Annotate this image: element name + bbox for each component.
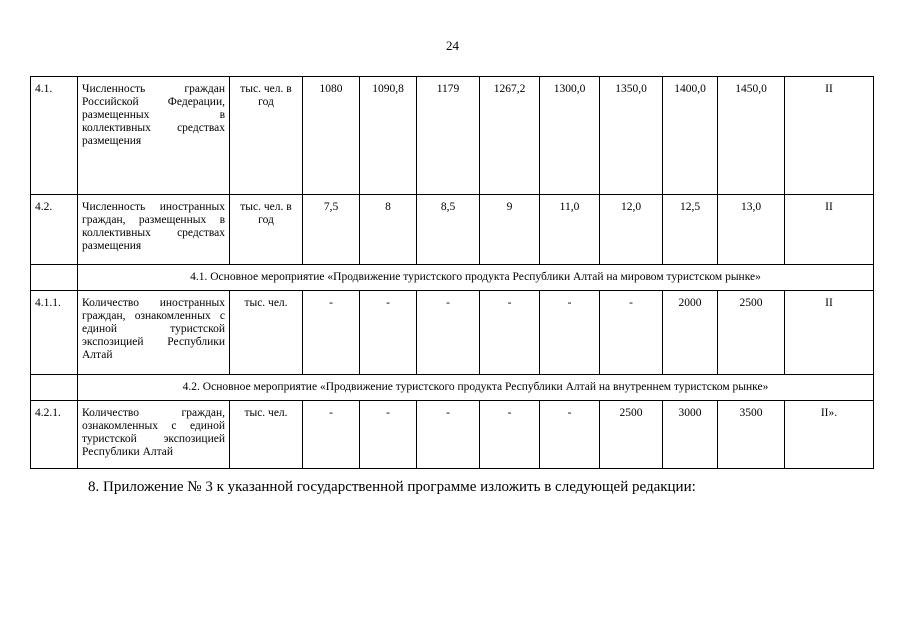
value-cell: 3000 (663, 401, 718, 469)
unit-cell: тыс. чел. в год (230, 77, 303, 195)
value-cell: 1080 (303, 77, 360, 195)
table-row (31, 401, 874, 469)
section-number-cell (31, 265, 78, 291)
value-cell: 2500 (718, 291, 785, 375)
section-heading: 4.2. Основное мероприятие «Продвижение туристского продукта Республики Алтай на внутреннем туристском рынке» (78, 375, 874, 401)
category-cell: II (785, 195, 874, 265)
value-cell: 8,5 (417, 195, 480, 265)
value-cell: - (360, 401, 417, 469)
value-cell: - (360, 291, 417, 375)
table-row (31, 195, 874, 265)
category-cell: II (785, 77, 874, 195)
indicator-name: Количество иностранных граждан, ознакомленных с единой туристской экспозицией Республики Алтай (78, 291, 230, 375)
category-cell: II». (785, 401, 874, 469)
value-cell: 1300,0 (540, 77, 600, 195)
value-cell: 3500 (718, 401, 785, 469)
indicator-name: Численность граждан Российской Федерации, размещенных в коллективных средствах размещения (78, 77, 230, 195)
value-cell: 11,0 (540, 195, 600, 265)
unit-cell: тыс. чел. (230, 401, 303, 469)
value-cell: 1450,0 (718, 77, 785, 195)
section-row (31, 375, 874, 401)
unit-cell: тыс. чел. (230, 291, 303, 375)
value-cell: 1400,0 (663, 77, 718, 195)
value-cell: 8 (360, 195, 417, 265)
indicators-table (30, 76, 874, 469)
section-row (31, 265, 874, 291)
value-cell: 7,5 (303, 195, 360, 265)
value-cell: 2000 (663, 291, 718, 375)
value-cell: - (417, 401, 480, 469)
page-number: 24 (446, 38, 459, 53)
table-row (31, 291, 874, 375)
value-cell: 13,0 (718, 195, 785, 265)
value-cell: 1179 (417, 77, 480, 195)
value-cell: - (540, 401, 600, 469)
value-cell: - (303, 291, 360, 375)
value-cell: - (417, 291, 480, 375)
category-cell: II (785, 291, 874, 375)
section-number-cell (31, 375, 78, 401)
value-cell: 9 (480, 195, 540, 265)
value-cell: 12,5 (663, 195, 718, 265)
row-number: 4.1. (31, 77, 78, 195)
unit-cell: тыс. чел. в год (230, 195, 303, 265)
value-cell: 1350,0 (600, 77, 663, 195)
row-number: 4.2. (31, 195, 78, 265)
value-cell: 1090,8 (360, 77, 417, 195)
value-cell: - (480, 401, 540, 469)
value-cell: 1267,2 (480, 77, 540, 195)
value-cell: - (480, 291, 540, 375)
indicator-name: Количество граждан, ознакомленных с единой туристской экспозицией Республики Алтай (78, 401, 230, 469)
section-heading: 4.1. Основное мероприятие «Продвижение туристского продукта Республики Алтай на мировом туристском рынке» (78, 265, 874, 291)
indicator-name: Численность иностранных граждан, размещенных в коллективных средствах размещения (78, 195, 230, 265)
value-cell: - (303, 401, 360, 469)
value-cell: - (600, 291, 663, 375)
paragraph-text: 8. Приложение № 3 к указанной государственной программе изложить в следующей редакции: (88, 479, 696, 495)
row-number: 4.1.1. (31, 291, 78, 375)
value-cell: 12,0 (600, 195, 663, 265)
value-cell: 2500 (600, 401, 663, 469)
value-cell: - (540, 291, 600, 375)
table-row (31, 77, 874, 195)
row-number: 4.2.1. (31, 401, 78, 469)
